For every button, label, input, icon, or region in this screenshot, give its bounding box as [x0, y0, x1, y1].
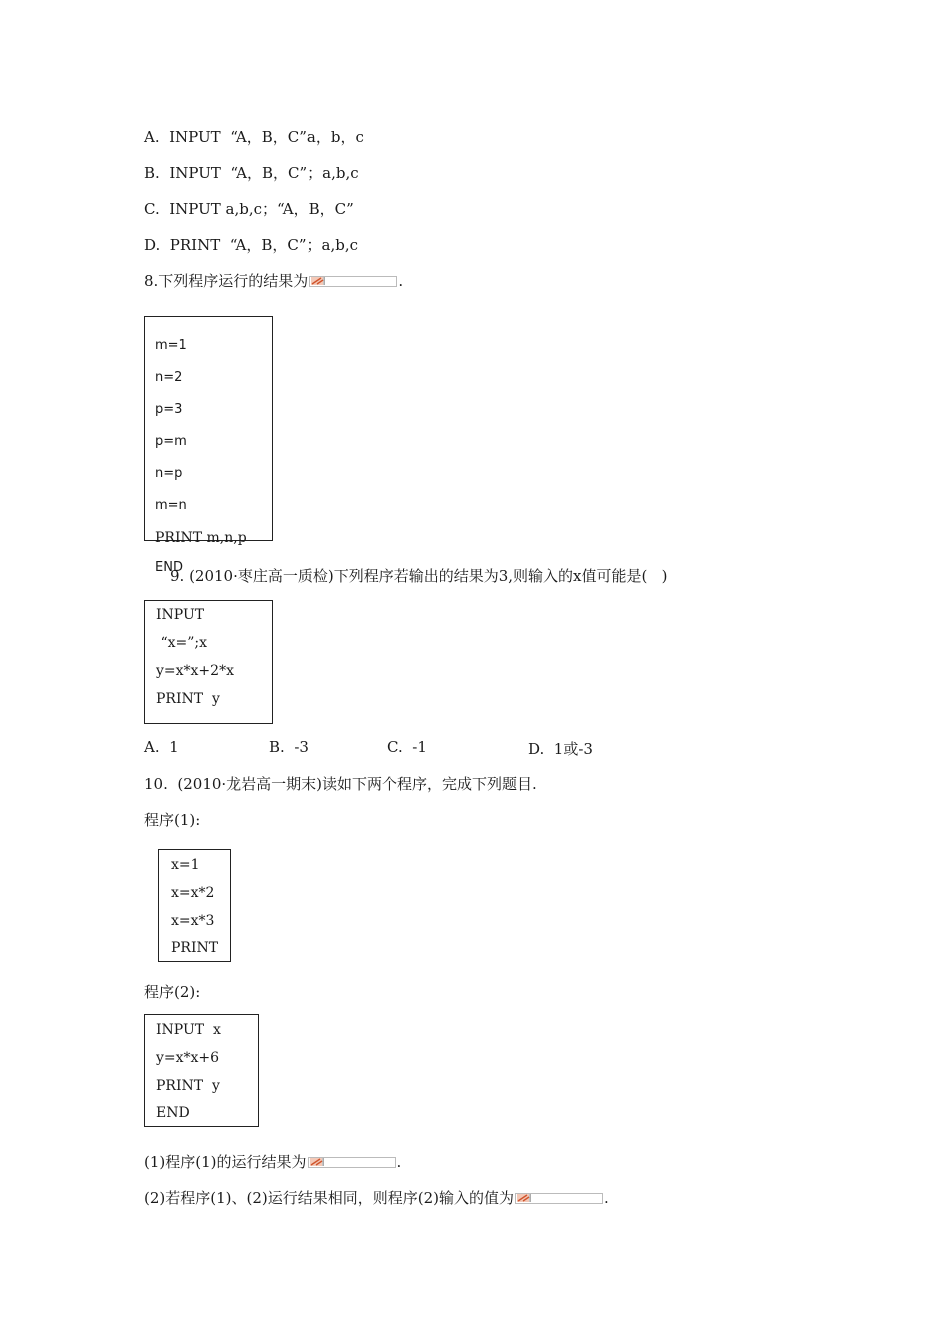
code-line: PRINT y [156, 691, 220, 707]
q10-stem: 10. (2010·龙岩高一期末)读如下两个程序，完成下列题目. [144, 775, 537, 793]
q9-option-b: B. -3 [269, 738, 309, 756]
q8-stem-end: . [398, 272, 404, 290]
code-line: p=3 [155, 402, 183, 417]
code-line: PRINT y [156, 1078, 220, 1094]
code-line: END [156, 1105, 190, 1121]
q8-stem-text: 8.下列程序运行的结果为 [144, 272, 309, 290]
code-line: y=x*x+6 [156, 1050, 220, 1066]
q10-sub1 [144, 1152, 401, 1172]
code-line: INPUT [156, 607, 205, 623]
code-line: m=n [155, 498, 187, 513]
code-line: x=1 [171, 857, 200, 873]
q10-sub2-end: . [604, 1189, 609, 1207]
code-line: INPUT x [156, 1022, 221, 1038]
broken-image-icon [310, 1158, 326, 1166]
q9-option-d: D. 1或-3 [528, 740, 593, 758]
code-line: “x=”;x [156, 635, 208, 651]
q8-stem [144, 271, 403, 291]
answer-blank[interactable] [308, 1157, 396, 1168]
q7-option-c: C. INPUT a,b,c；“A，B，C” [144, 200, 354, 218]
code-line: END [155, 560, 183, 575]
answer-blank[interactable] [309, 276, 397, 287]
code-line: p=m [155, 434, 187, 449]
q7-option-b: B. INPUT “A，B，C”；a,b,c [144, 164, 359, 182]
q9-option-a: A. 1 [144, 738, 179, 756]
code-line: x=x*3 [171, 913, 215, 929]
code-line: m=1 [155, 338, 187, 353]
code-line: n=2 [155, 370, 183, 385]
q10-sub1-end: . [396, 1153, 402, 1171]
q7-option-a: A. INPUT “A，B，C”a，b，c [144, 128, 364, 146]
q10-sub2-text: (2)若程序(1)、(2)运行结果相同，则程序(2)输入的值为 [144, 1189, 514, 1207]
q10-sub2 [144, 1188, 609, 1208]
code-line: n=p [155, 466, 183, 481]
code-line: PRINT m,n,p [155, 530, 247, 546]
q7-option-d: D. PRINT “A，B，C”；a,b,c [144, 236, 358, 254]
broken-image-icon [517, 1194, 533, 1202]
broken-image-icon [311, 277, 327, 285]
q9-option-c: C. -1 [387, 738, 427, 756]
code-line: y=x*x+2*x [156, 663, 234, 679]
q10-prog1-label: 程序(1): [144, 811, 201, 829]
code-line: x=x*2 [171, 885, 215, 901]
answer-blank[interactable] [515, 1193, 603, 1204]
q10-sub1-text: (1)程序(1)的运行结果为 [144, 1153, 307, 1171]
code-line: PRINT [171, 940, 219, 956]
q10-prog2-label: 程序(2): [144, 983, 201, 1001]
q9-stem: 9. (2010·枣庄高一质检)下列程序若输出的结果为3,则输入的x值可能是( ) [170, 567, 668, 585]
